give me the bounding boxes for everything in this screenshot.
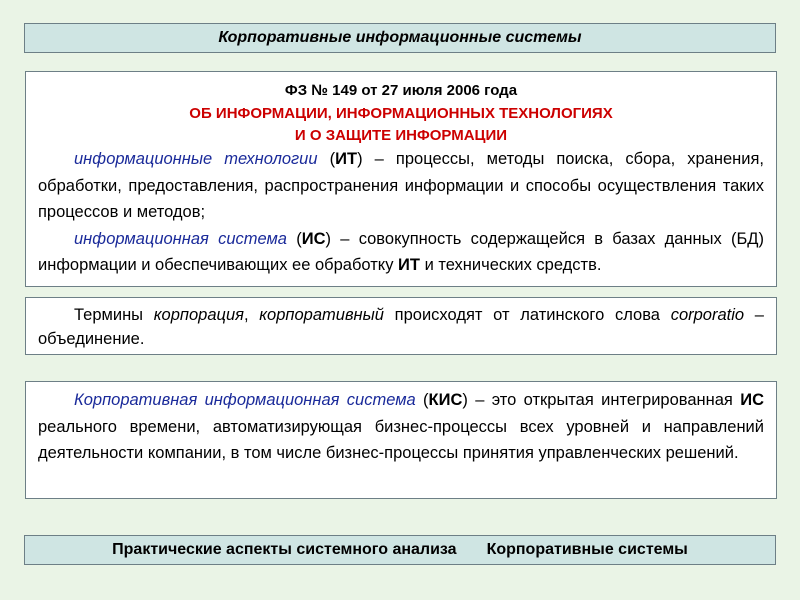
is-term: информационная система	[74, 229, 287, 248]
it-term: информационные технологии	[74, 150, 318, 168]
is-abbr: ИС	[301, 229, 326, 248]
footer-bar	[24, 535, 776, 565]
slide-title-text: Корпоративные информационные системы	[218, 29, 582, 46]
it-abbr: ИТ	[335, 150, 358, 168]
law-title: ФЗ № 149 от 27 июля 2006 года	[284, 82, 518, 99]
kis-text1: ) – это открытая интегрированная	[462, 391, 741, 409]
term-corporation: корпорация	[153, 306, 244, 324]
footer-course: Практические аспекты системного анализа	[112, 541, 457, 558]
kis-term: Корпоративная информационная система	[74, 391, 416, 409]
footer-topic: Корпоративные системы	[486, 541, 688, 558]
terms-tail: – объединение.	[38, 306, 764, 348]
is-definition-text: ) – совокупность содержащейся в базах данных (БД) информации и обеспечивающих ее обработку	[38, 229, 764, 274]
terms-lead: Термины	[74, 306, 154, 324]
kis-paragraph	[38, 387, 764, 467]
slide-title	[24, 23, 776, 53]
kis-text2: реального времени, автоматизирующая бизнес-процессы всех уровней и направлений деятельности компании, в том числе бизнес-процессы принятия управленческих решений.	[38, 417, 764, 462]
is-definition-end: и технических средств.	[419, 256, 602, 274]
term-latin: corporatio	[670, 306, 745, 324]
it-open: (	[317, 150, 336, 168]
kis-definition-box	[25, 381, 777, 499]
terms-etymology-box	[25, 297, 777, 355]
term-corporate: корпоративный	[259, 306, 384, 324]
law-definition-box	[25, 71, 777, 287]
is-definition	[38, 226, 764, 279]
terms-paragraph	[38, 303, 764, 351]
kis-abbr: КИС	[428, 391, 463, 409]
it-definition-text: ) – процессы, методы поиска, сбора, хранения, обработки, предоставления, распространения информации и способы осуществления таких процессов и методов;	[38, 150, 764, 221]
is-open: (	[286, 229, 302, 248]
law-name-line2: И О ЗАЩИТЕ ИНФОРМАЦИИ	[294, 126, 508, 144]
kis-open: (	[415, 391, 429, 409]
terms-mid: происходят от латинского слова	[383, 306, 671, 324]
is-it-abbr: ИТ	[398, 256, 420, 274]
kis-is-abbr: ИС	[740, 391, 764, 409]
terms-comma: ,	[243, 306, 260, 324]
law-name-line1: ОБ ИНФОРМАЦИИ, ИНФОРМАЦИОННЫХ ТЕХНОЛОГИЯХ	[189, 105, 613, 122]
it-definition	[38, 146, 764, 226]
